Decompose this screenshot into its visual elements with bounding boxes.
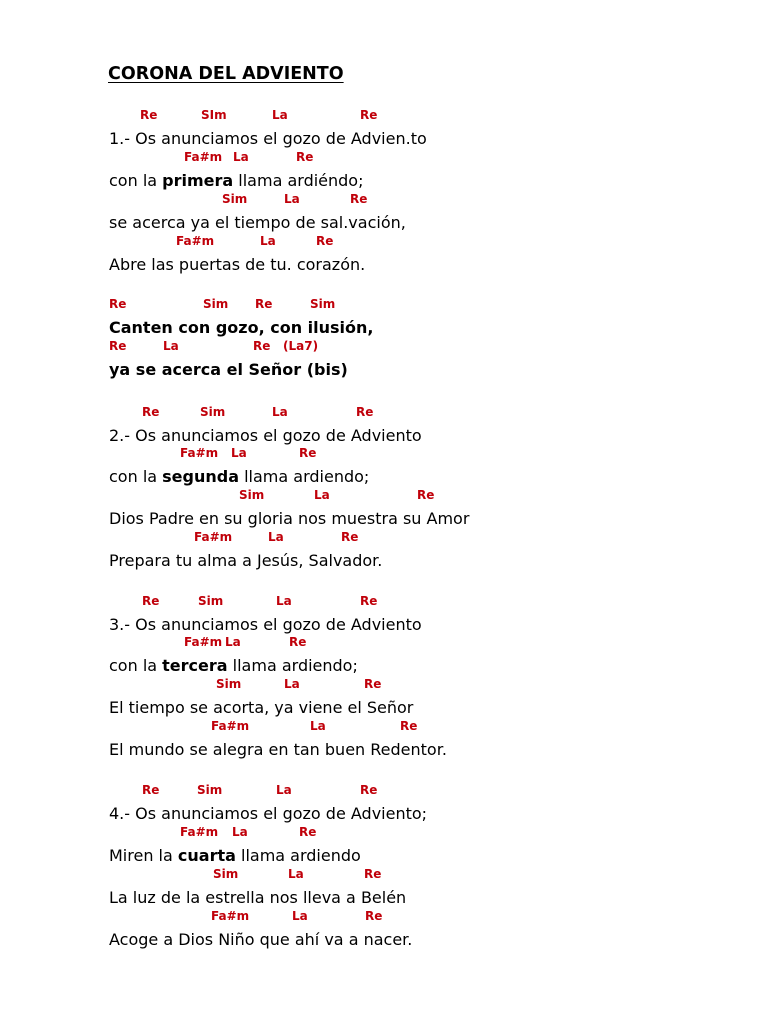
chord-label: Re <box>341 530 359 544</box>
chord-label: Fa#m <box>176 234 215 248</box>
lyric-text: con la <box>109 467 163 486</box>
lyric-text: Dios Padre en su gloria nos muestra su Amor <box>109 509 470 528</box>
chord-label: Re <box>360 783 378 797</box>
lyric-line <box>109 511 469 527</box>
chord-row <box>0 595 768 611</box>
chord-label: (La7) <box>283 339 319 353</box>
lyric-text: Miren la <box>109 846 178 865</box>
chord-label: La <box>225 635 241 649</box>
lyric-text: llama ardiendo; <box>227 656 358 675</box>
chord-row <box>0 109 768 125</box>
chord-label: Fa#m <box>184 150 223 164</box>
chord-label: La <box>232 825 248 839</box>
chord-label: Sim <box>197 783 223 797</box>
lyric-line <box>109 617 422 633</box>
chord-label: La <box>314 488 330 502</box>
lyric-text: se acerca ya el tiempo de sal.vación, <box>109 213 406 232</box>
chord-label: Re <box>142 405 160 419</box>
chord-label: Fa#m <box>211 719 250 733</box>
chord-label: Re <box>350 192 368 206</box>
lyric-text: llama ardiendo <box>235 846 361 865</box>
lyric-emphasis: primera <box>162 171 234 190</box>
lyric-text: con la <box>109 171 163 190</box>
lyric-emphasis: segunda <box>162 467 240 486</box>
chord-label: Re <box>255 297 273 311</box>
lyric-line <box>109 469 369 485</box>
lyric-line <box>109 553 382 569</box>
lyric-emphasis: tercera <box>162 656 228 675</box>
lyric-text: 4.- Os anunciamos el gozo de Adviento; <box>109 804 428 823</box>
chord-row <box>0 826 768 842</box>
chord-label: La <box>276 594 292 608</box>
chord-label: Sim <box>203 297 229 311</box>
lyric-line <box>109 428 422 444</box>
chord-label: Re <box>364 867 382 881</box>
lyric-line <box>109 890 406 906</box>
chord-label: Re <box>142 783 160 797</box>
chord-label: Fa#m <box>184 635 223 649</box>
chord-label: La <box>231 446 247 460</box>
chord-label: Re <box>109 339 127 353</box>
chord-label: Fa#m <box>211 909 250 923</box>
chord-row <box>0 447 768 463</box>
lyric-text: La luz de la estrella nos lleva a Belén <box>109 888 407 907</box>
lyric-line <box>109 742 447 758</box>
chord-row <box>0 910 768 926</box>
chord-label: Re <box>253 339 271 353</box>
chord-label: Sim <box>222 192 248 206</box>
chord-label: Re <box>140 108 158 122</box>
chord-label: La <box>272 405 288 419</box>
lyric-line <box>109 173 363 189</box>
lyric-text: con la <box>109 656 163 675</box>
chord-row <box>0 151 768 167</box>
chord-label: Re <box>316 234 334 248</box>
lyric-text: ya se acerca el Señor (bis) <box>109 360 348 379</box>
chord-label: La <box>284 677 300 691</box>
chord-label: La <box>233 150 249 164</box>
chorus-lyric-line <box>109 320 374 336</box>
chord-label: SIm <box>201 108 227 122</box>
chord-label: Re <box>360 594 378 608</box>
chord-label: Sim <box>239 488 265 502</box>
chord-label: La <box>163 339 179 353</box>
chord-row <box>0 678 768 694</box>
lyric-text: llama ardiendo; <box>239 467 370 486</box>
chord-label: Sim <box>213 867 239 881</box>
chord-row <box>0 193 768 209</box>
chord-row <box>0 406 768 422</box>
chord-label: La <box>284 192 300 206</box>
chord-label: Sim <box>198 594 224 608</box>
lyric-line <box>109 658 358 674</box>
chord-row <box>0 489 768 505</box>
chord-label: La <box>292 909 308 923</box>
lyric-line <box>109 848 361 864</box>
chord-label: Re <box>356 405 374 419</box>
chord-label: Sim <box>310 297 336 311</box>
lyric-text: Prepara tu alma a Jesús, Salvador. <box>109 551 383 570</box>
chord-label: La <box>272 108 288 122</box>
chord-label: Re <box>364 677 382 691</box>
lyric-text: El tiempo se acorta, ya viene el Señor <box>109 698 414 717</box>
chord-row <box>0 340 768 356</box>
lyric-text: 2.- Os anunciamos el gozo de Adviento <box>109 426 422 445</box>
lyric-text: Acoge a Dios Niño que ahí va a nacer. <box>109 930 413 949</box>
chorus-lyric-line <box>109 362 348 378</box>
chord-label: Sim <box>216 677 242 691</box>
lyric-line <box>109 215 406 231</box>
chord-label: Re <box>142 594 160 608</box>
chord-label: La <box>310 719 326 733</box>
chord-row <box>0 298 768 314</box>
chord-label: Fa#m <box>194 530 233 544</box>
lyric-text: El mundo se alegra en tan buen Redentor. <box>109 740 447 759</box>
chord-label: Re <box>109 297 127 311</box>
chord-label: Re <box>289 635 307 649</box>
chord-row <box>0 784 768 800</box>
chord-label: Re <box>296 150 314 164</box>
chord-label: Re <box>400 719 418 733</box>
chord-label: La <box>268 530 284 544</box>
chord-label: Re <box>360 108 378 122</box>
chord-label: Re <box>417 488 435 502</box>
lyric-line <box>109 131 427 147</box>
chord-row <box>0 868 768 884</box>
chord-row <box>0 531 768 547</box>
chord-label: La <box>288 867 304 881</box>
lyric-text: 1.- Os anunciamos el gozo de Advien.to <box>109 129 427 148</box>
lyric-line <box>109 700 413 716</box>
chord-row <box>0 636 768 652</box>
lyric-text: 3.- Os anunciamos el gozo de Adviento <box>109 615 422 634</box>
chord-label: Fa#m <box>180 446 219 460</box>
chord-label: Re <box>299 825 317 839</box>
lyric-emphasis: cuarta <box>177 846 236 865</box>
lyric-text: llama ardiéndo; <box>233 171 364 190</box>
chord-label: Re <box>299 446 317 460</box>
song-title: CORONA DEL ADVIENTO <box>108 64 344 84</box>
chord-label: La <box>276 783 292 797</box>
chord-label: Sim <box>200 405 226 419</box>
chord-row <box>0 235 768 251</box>
chord-label: La <box>260 234 276 248</box>
lyric-text: Abre las puertas de tu. corazón. <box>109 255 366 274</box>
lyric-text: Canten con gozo, con ilusión, <box>109 318 374 337</box>
chord-label: Re <box>365 909 383 923</box>
chord-label: Fa#m <box>180 825 219 839</box>
lyric-line <box>109 257 365 273</box>
lyric-line <box>109 932 412 948</box>
chord-row <box>0 720 768 736</box>
lyric-line <box>109 806 427 822</box>
